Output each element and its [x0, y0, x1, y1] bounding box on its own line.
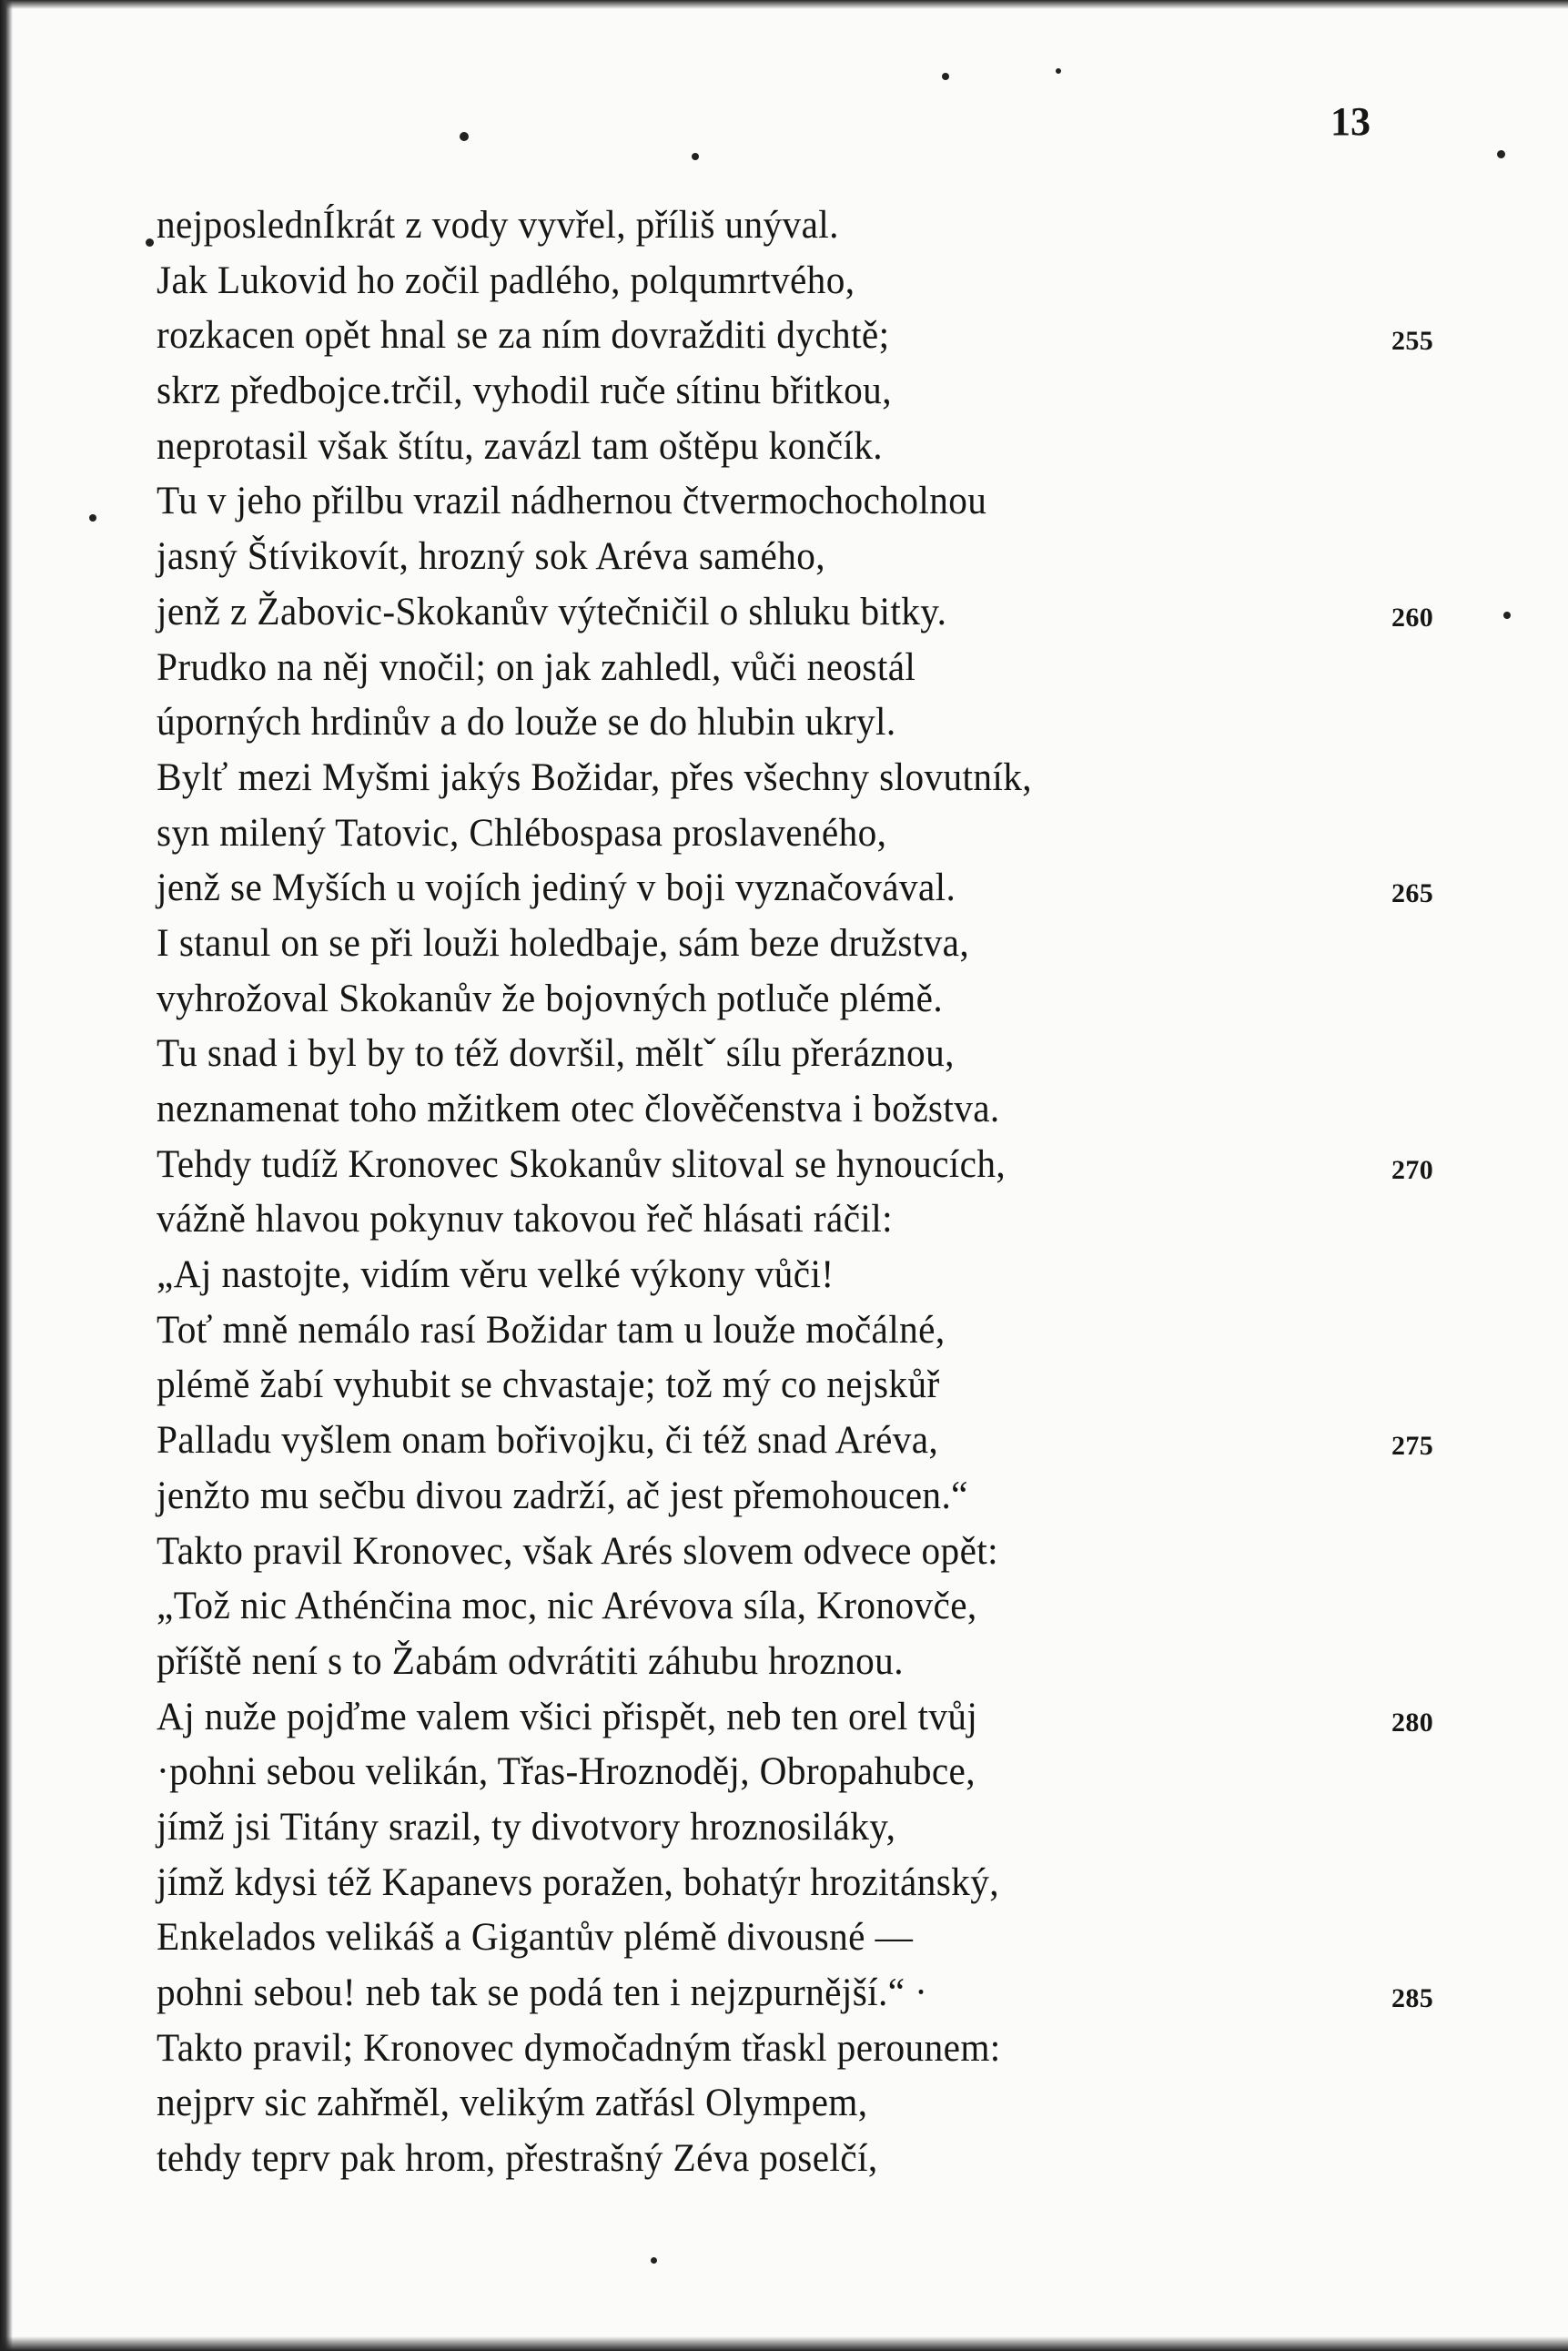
ink-speck [942, 73, 949, 80]
verse-line-text: Jak Lukovid ho zočil padlého, polqumrtvého, [157, 258, 855, 302]
verse-line-text: vyhrožoval Skokanův že bojovných potluče plémě. [157, 977, 944, 1020]
verse-line-text: Aj nuže pojďme valem všici přispět, neb ten orel tvůj [157, 1695, 978, 1738]
verse-line-text: jenž se Myších u vojích jediný v boji vyznačovával. [157, 866, 956, 910]
verse-line-number: 260 [1391, 602, 1434, 633]
verse-line-text: jímž kdysi též Kapanevs poražen, bohatýr hrozitánský, [157, 1860, 999, 1904]
ink-speck [692, 153, 699, 160]
verse-line-text: Tu v jeho přilbu vrazil nádhernou čtvermochocholnou [157, 480, 987, 523]
ink-speck [1497, 150, 1505, 158]
verse-line [157, 861, 1434, 917]
verse-line [157, 474, 1376, 530]
verse-line-text: Palladu vyšlem onam bořivojku, či též snad Aréva, [157, 1419, 939, 1463]
verse-line-text: Prudko na něj vnočil; on jak zahledl, vůči neostál [157, 645, 916, 689]
ink-speck [89, 514, 96, 522]
verse-line [157, 2022, 1376, 2077]
verse-line-text: neprotasil však štítu, zavázl tam oštěpu končík. [157, 424, 883, 468]
verse-line-text: Enkelados velikáš a Gigantův plémě divousné — [157, 1916, 914, 1960]
verse-line-text: Takto pravil; Kronovec dymočadným třaskl perounem: [157, 2026, 1001, 2070]
ink-speck [1056, 68, 1061, 74]
verse-line [157, 1248, 1376, 1303]
verse-line-number: 280 [1391, 1707, 1434, 1738]
verse-line [157, 917, 1376, 972]
verse-line [157, 641, 1376, 696]
verse-line [157, 2076, 1376, 2132]
verse-line-number: 270 [1391, 1154, 1434, 1185]
verse-line [157, 585, 1434, 641]
ink-speck [146, 238, 154, 247]
ink-speck [460, 132, 469, 141]
verse-line [157, 1525, 1376, 1580]
verse-line [157, 420, 1376, 475]
scan-edge-top [0, 0, 1568, 9]
ink-speck [651, 2257, 657, 2264]
verse-line [157, 1138, 1434, 1193]
verse-line-text: pohni sebou! neb tak se podá ten i nejzpurnější.“ · [157, 1971, 928, 2014]
verse-line [157, 1690, 1434, 1746]
verse-line-text: plémě žabí vyhubit se chvastaje; tož mý co nejskůř [157, 1363, 940, 1407]
verse-line-text: Tu snad i byl by to též dovršil, měltˇ sílu přeráznou, [157, 1032, 955, 1076]
verse-line-text: skrz předbojce.trčil, vyhodil ruče sítinu břitkou, [157, 370, 892, 413]
verse-line [157, 695, 1376, 751]
verse-line [157, 751, 1376, 806]
verse-line-text: jenž z Žabovic-Skokanův výtečničil o shluku bitky. [157, 590, 947, 633]
page-number: 13 [1330, 99, 1371, 144]
verse-line-text: Takto pravil Kronovec, však Arés slovem odvece opět: [157, 1529, 998, 1573]
verse-line-text: nejposlednÍkrát z vody vyvřel, příliš unýval. [157, 204, 839, 247]
verse-line [157, 1082, 1376, 1138]
verse-line-text: Toť mně nemálo rasí Božidar tam u louže močálné, [157, 1308, 946, 1352]
verse-line [157, 1192, 1376, 1248]
verse-line [157, 1800, 1376, 1856]
verse-line [157, 198, 1376, 254]
verse-line-text: jasný Štívikovít, hrozný sok Aréva samého, [157, 535, 826, 579]
verse-line [157, 1635, 1376, 1690]
verse-line-text: jenžto mu sečbu divou zadrží, ač jest přemohoucen.“ [157, 1474, 968, 1517]
verse-line-text: příště není s to Žabám odvrátiti záhubu hroznou. [157, 1639, 904, 1683]
verse-line-number: 285 [1391, 1983, 1434, 2013]
verse-line-number: 255 [1391, 326, 1434, 357]
verse-line-text: „Tož nic Athénčina moc, nic Arévova síla, Kronovče, [157, 1585, 977, 1628]
verse-line-text: rozkacen opět hnal se za ním dovražditi dychtě; [157, 314, 890, 358]
scan-edge-left [0, 0, 13, 2351]
verse-line [157, 1027, 1376, 1082]
verse-line [157, 806, 1376, 862]
ink-speck [1503, 612, 1511, 619]
verse-line-text: jímž jsi Titány srazil, ty divotvory hroznosiláky, [157, 1805, 896, 1849]
verse-line [157, 1579, 1376, 1635]
verse-line-text: nejprv sic zahřměl, velikým zatřásl Olympem, [157, 2082, 868, 2125]
verse-line [157, 1358, 1376, 1414]
verse-line-text: tehdy teprv pak hrom, přestrašný Zéva poselčí, [157, 2137, 878, 2181]
verse-line [157, 1469, 1376, 1525]
verse-line [157, 254, 1376, 309]
verse-line [157, 530, 1376, 585]
verse-line [157, 309, 1434, 364]
verse-line [157, 1414, 1434, 1469]
verse-line [157, 1910, 1376, 1966]
verse-line-number: 275 [1391, 1431, 1434, 1462]
verse-line-text: úporných hrdinův a do louže se do hlubin ukryl. [157, 701, 896, 745]
scan-edge-bottom [0, 2336, 1568, 2351]
verse-line-text: I stanul on se při louži holedbaje, sám beze družstva, [157, 921, 970, 965]
verse-line-text: neznamenat toho mžitkem otec člověčenstva i božstva. [157, 1088, 1000, 1130]
verse-line-text: „Aj nastojte, vidím věru velké výkony vůči! [157, 1253, 835, 1297]
verse-line-text: syn milený Tatovic, Chlébospasa proslaveného, [157, 811, 887, 855]
verse-line [157, 972, 1376, 1028]
verse-line-text: Bylť mezi Myšmi jakýs Božidar, přes všechny slovutník, [157, 755, 1032, 799]
verse-line [157, 2132, 1376, 2187]
verse-line-text: Tehdy tudíž Kronovec Skokanův slitoval se hynoucích, [157, 1142, 1007, 1186]
verse-line-number: 265 [1391, 878, 1434, 909]
verse-line [157, 1303, 1376, 1359]
verse-line-text: ·pohni sebou velikán, Třas-Hroznoděj, Obropahubce, [157, 1750, 976, 1794]
verse-line [157, 1856, 1376, 1911]
verse-line [157, 1745, 1376, 1800]
verse-line [157, 364, 1376, 420]
verse-line-text: vážně hlavou pokynuv takovou řeč hlásati ráčil: [157, 1198, 893, 1241]
verse-line [157, 1966, 1434, 2022]
poem-text [157, 198, 1434, 2187]
